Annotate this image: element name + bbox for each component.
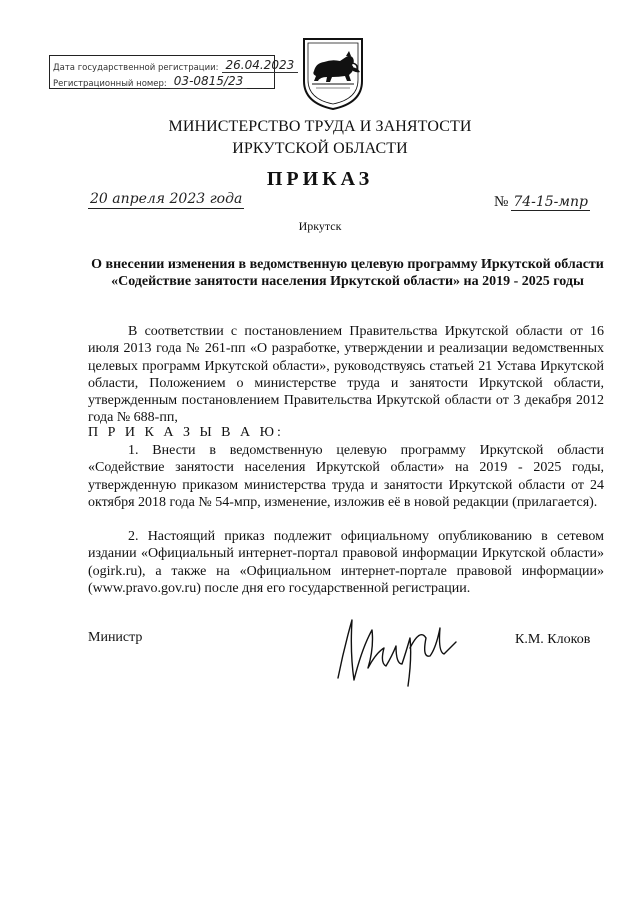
signer-name: К.М. Клоков (515, 632, 591, 647)
registration-stamp (49, 55, 295, 89)
order-title: ПРИКАЗ (266, 168, 374, 190)
ministry-name-line2: ИРКУТСКОЙ ОБЛАСТИ (232, 140, 408, 157)
order-date: 20 апреля 2023 года (90, 191, 243, 207)
registration-number-row (53, 73, 247, 89)
signer-position: Министр (88, 630, 143, 645)
registration-date-value: 26.04.2023 (222, 59, 299, 73)
registration-date-label: Дата государственной регистрации: (53, 63, 219, 73)
clause-1-paragraph: 1. Внести в ведомственную целевую программу Иркутской области «Содействие занятости населения Иркутской области» на 2019 - 2025 годы, утвержденную приказом министерства труда и занятости Иркутской области от 24 октября 2018 года № 54-мпр, изменение, изложив её в новой редакции (прилагается). (88, 443, 604, 510)
city: Иркутск (298, 219, 342, 233)
order-verb: П Р И К А З Ы В А Ю: (88, 425, 284, 440)
order-heading: О внесении изменения в ведомственную целевую программу Иркутской области «Содействие занятости населения Иркутской области» на 2019 - 2025 годы (91, 257, 604, 289)
signature (330, 608, 460, 690)
ministry-name-line1: МИНИСТЕРСТВО ТРУДА И ЗАНЯТОСТИ (168, 118, 472, 135)
number-sign: № (494, 194, 509, 210)
registration-number-label: Регистрационный номер: (53, 79, 167, 89)
coat-of-arms-icon (302, 37, 364, 111)
order-number (494, 194, 590, 211)
order-number-value: 74-15-мпр (513, 194, 588, 210)
registration-number-value: 03-0815/23 (170, 75, 247, 89)
preamble-paragraph: В соответствии с постановлением Правительства Иркутской области от 16 июля 2013 года № 261-пп «О разработке, утверждении и реализации ведомственных целевых программ Иркутской области», руководствуясь статьей 21 Устава Иркутской области, Положением о министерстве труда и занятости Иркутской области, утвержденным постановлением Правительства Иркутской области от 3 декабря 2012 года № 688-пп, (88, 324, 604, 426)
registration-date-row (53, 57, 298, 73)
clause-2-paragraph: 2. Настоящий приказ подлежит официальному опубликованию в сетевом издании «Официальный интернет-портал правовой информации Иркутской области» (ogirk.ru), а также на «Официальном интернет-портале правовой информации» (www.pravo.gov.ru) после дня его государственной регистрации. (88, 529, 604, 596)
